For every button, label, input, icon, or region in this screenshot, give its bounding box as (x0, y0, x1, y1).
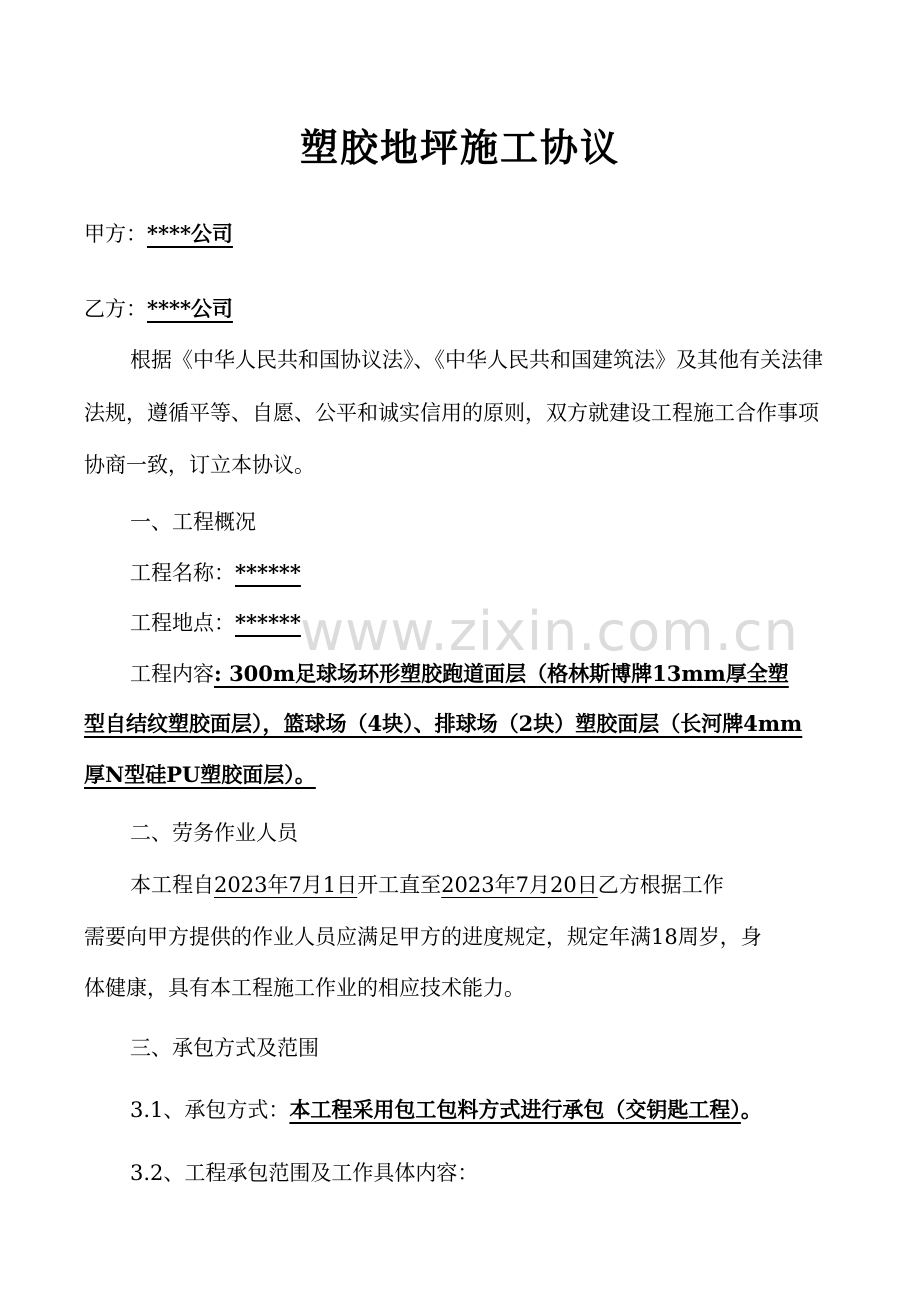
project-content-text-1: : 300m足球场环形塑胶跑道面层（格林斯博牌13mm厚全塑 (214, 661, 789, 686)
party-b-value: ****公司 (147, 296, 233, 321)
section2-line-3: 体健康，具有本工程施工作业的相应技术能力。 (84, 976, 525, 1000)
project-location-value: ****** (235, 610, 301, 635)
contract-scope-line: 3.2、工程承包范围及工作具体内容： (130, 1161, 479, 1185)
section3-heading: 三、承包方式及范围 (130, 1036, 319, 1060)
party-a-line (84, 219, 233, 249)
party-a-label: 甲方： (84, 222, 147, 246)
section2-mid: 开工直至 (357, 873, 442, 897)
section2-line-2: 需要向甲方提供的作业人员应满足甲方的进度规定，规定年满18周岁，身 (84, 925, 762, 949)
project-name-value: ****** (235, 560, 301, 585)
document-title: 塑胶地坪施工协议 (299, 125, 620, 170)
section2-line-1 (130, 870, 724, 900)
intro-line-2: 法规，遵循平等、自愿、公平和诚实信用的原则，双方就建设工程施工合作事项 (84, 401, 819, 425)
end-date: 2023年7月20日 (441, 873, 598, 897)
contract-method-end: 。 (740, 1097, 762, 1122)
party-a-value: ****公司 (147, 221, 233, 246)
watermark-text: www.zixin.com.cn (300, 600, 799, 663)
intro-line-1: 根据《中华人民共和国协议法》、《中华人民共和国建筑法》及其他有关法律 (130, 348, 823, 372)
project-content-line-3: 厚N型硅PU塑胶面层）。 (84, 762, 316, 787)
section2-heading: 二、劳务作业人员 (130, 821, 298, 845)
project-location-line (130, 608, 301, 638)
section1-heading: 一、工程概况 (130, 510, 256, 534)
party-b-line (84, 294, 233, 324)
party-b-label: 乙方： (84, 297, 147, 321)
contract-method-line (130, 1095, 762, 1125)
project-location-label: 工程地点： (130, 611, 235, 635)
contract-method-value: 本工程采用包工包料方式进行承包（交钥匙工程） (289, 1097, 741, 1122)
project-name-label: 工程名称： (130, 561, 235, 585)
section2-prefix: 本工程自 (130, 873, 214, 897)
project-name-line (130, 558, 301, 588)
project-content-line-2: 型自结纹塑胶面层），篮球场（4块）、排球场（2块）塑胶面层（长河牌4mm (84, 711, 803, 736)
project-content-label: 工程内容 (130, 662, 214, 686)
start-date: 2023年7月1日 (214, 873, 358, 897)
section2-suffix: 乙方根据工作 (597, 873, 724, 897)
intro-line-3: 协商一致，订立本协议。 (84, 453, 315, 477)
project-content-line-1 (130, 659, 789, 689)
contract-method-label: 3.1、承包方式： (130, 1098, 290, 1122)
